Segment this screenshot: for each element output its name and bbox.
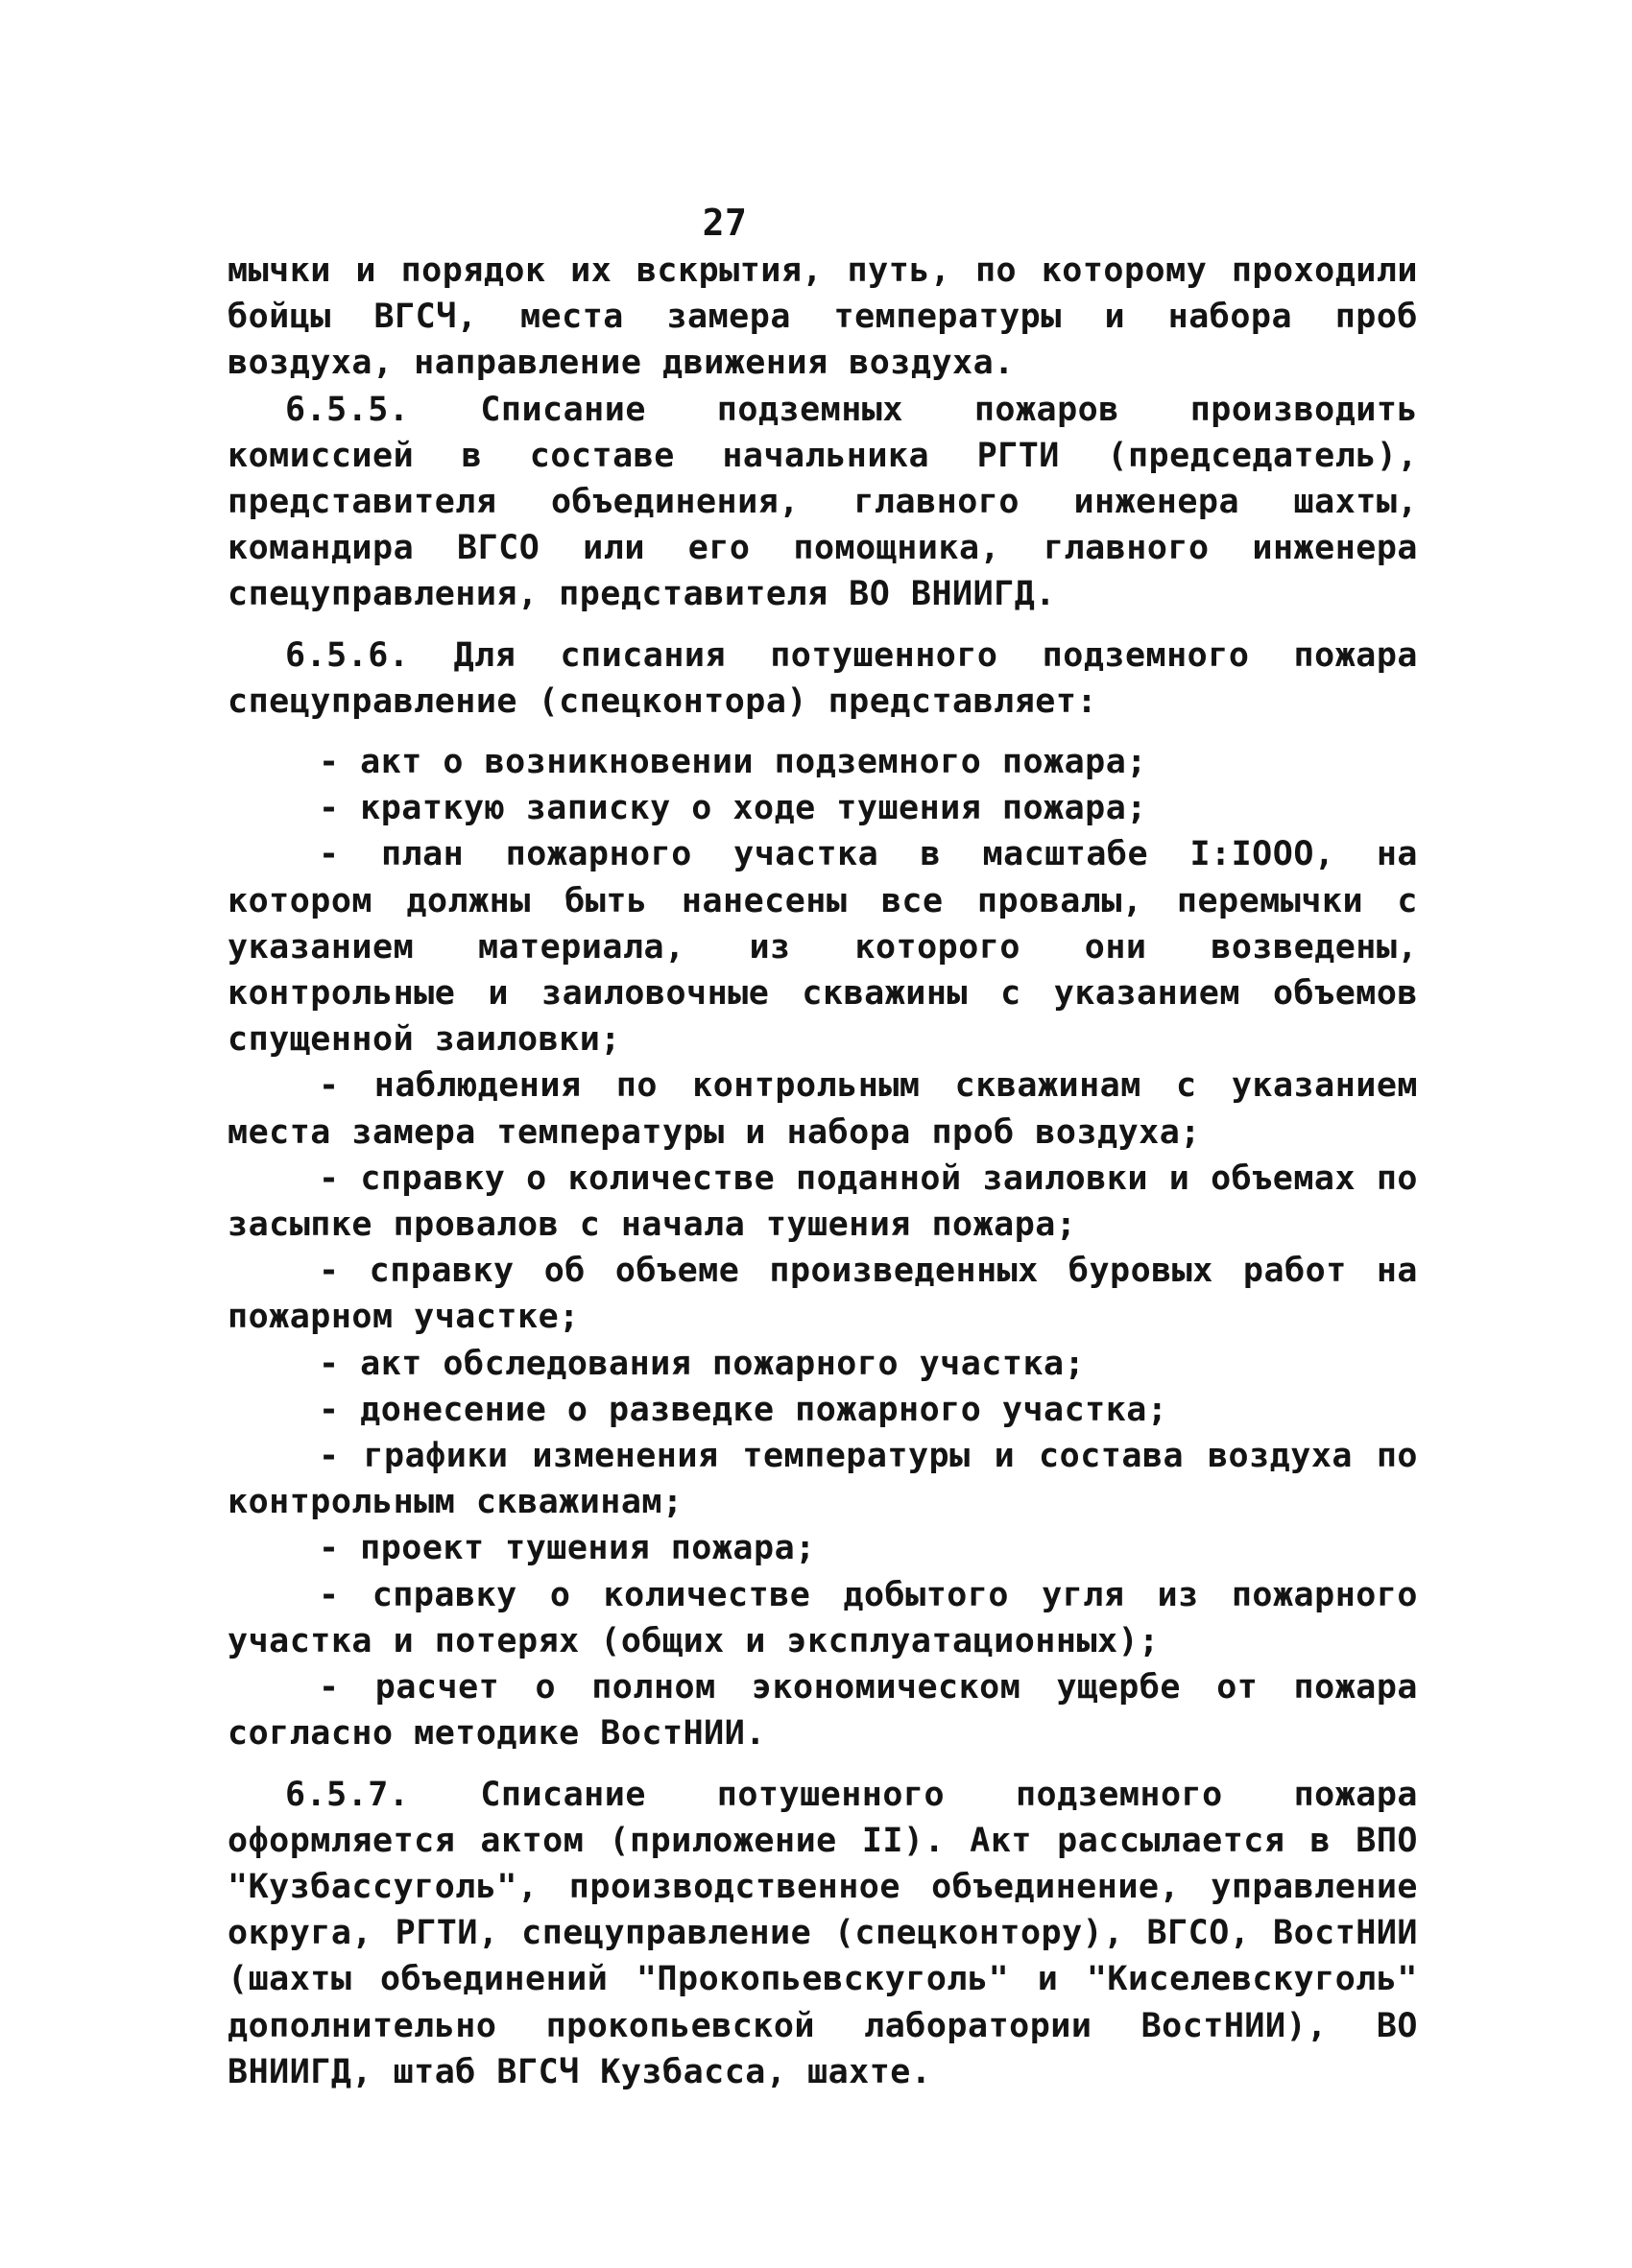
list-item: - справку об объеме произведенных буровых работ на пожарном участке; — [228, 1252, 1418, 1337]
body-text — [228, 248, 1418, 2095]
list-item: - справку о количестве поданной заиловки и объемах по засыпке провалов с начала тушения пожара; — [228, 1158, 1418, 1245]
list-item: - акт обследования пожарного участка; — [319, 1344, 1086, 1383]
page-number: 27 — [702, 202, 748, 244]
list-item: - расчет о полном экономическом ущербе от пожара согласно методике ВостНИИ. — [228, 1668, 1418, 1754]
list-item: - наблюдения по контрольным скважинам с указанием места замера температуры и набора проб воздуха; — [228, 1066, 1418, 1152]
paragraph-continuation: мычки и порядок их вскрытия, путь, по которому проходили бойцы ВГСЧ, места замера температуры и набора проб воздуха, направление движения воздуха. — [228, 251, 1418, 383]
document-list — [228, 739, 1418, 1756]
paragraph-6-5-5: 6.5.5. Списание подземных пожаров производить комиссией в составе начальника РГТИ (председатель), представителя объединения, главного инженера шахты, командира ВГСО или его помощника, главного инженера спецуправления, представителя ВО ВНИИГД. — [228, 390, 1418, 614]
list-item: - проект тушения пожара; — [319, 1529, 816, 1568]
paragraph-6-5-7: 6.5.7. Списание потушенного подземного пожара оформляется актом (приложение II). Акт рассылается в ВПО "Кузбассуголь", производственное объединение, управление округа, РГТИ, спецуправление (спецконтору), ВГСО, ВостНИИ (шахты объединений "Прокопьевскуголь" и "Киселевскуголь" дополнительно прокопьевской лаборатории ВостНИИ), ВО ВНИИГД, штаб ВГСЧ Кузбасса, шахте. — [228, 1775, 1418, 2091]
list-item: - план пожарного участка в масштабе I:IOOO, на котором должны быть нанесены все провалы, перемычки с указанием материала, из которого они возведены, контрольные и заиловочные скважины с указанием объемов спущенной заиловки; — [228, 835, 1418, 1060]
paragraph-6-5-6: 6.5.6. Для списания потушенного подземного пожара спецуправление (спецконтора) представляет: — [228, 635, 1418, 721]
list-item: - графики изменения температуры и состава воздуха по контрольным скважинам; — [228, 1437, 1418, 1522]
list-item: - справку о количестве добытого угля из пожарного участка и потерях (общих и эксплуатационных); — [228, 1575, 1418, 1660]
list-item: - акт о возникновении подземного пожара; — [319, 743, 1147, 782]
list-item: - краткую записку о ходе тушения пожара; — [319, 789, 1147, 828]
list-item: - донесение о разведке пожарного участка; — [319, 1390, 1168, 1429]
